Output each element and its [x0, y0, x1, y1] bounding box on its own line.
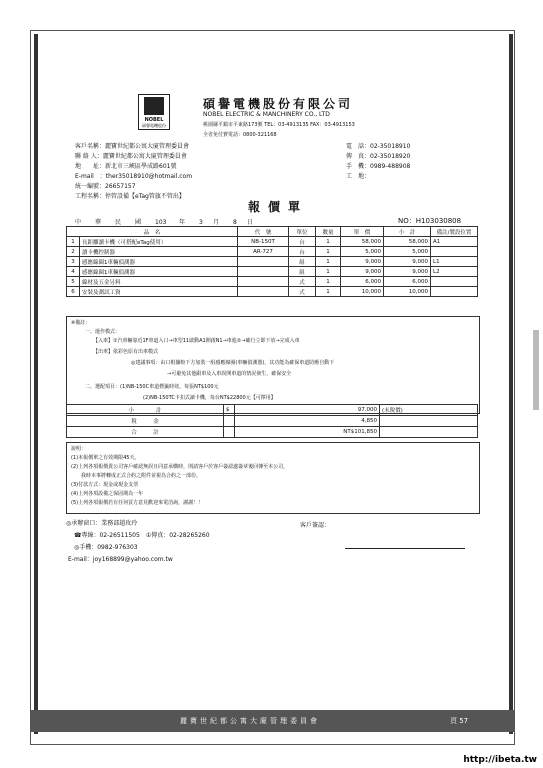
customer-fax: 傳 真：02-35018920 — [346, 153, 411, 160]
table-row: 5 線材及五金另料 式 1 6,000 6,000 — [67, 277, 478, 287]
table-row: 4 感應線圈1車輛偵測器 組 1 9,000 9,000 L2 — [67, 267, 478, 277]
sales-tel-fax: ☎專線：02-26511505 ①傳真：02-28265260 — [74, 532, 210, 539]
company-english-name: NOBEL ELECTRIC & MANCHINERY CO., LTD — [203, 111, 330, 118]
remark-payment: (3)付款方式：現金或現金支票 — [71, 482, 139, 488]
table-row: 3 感應線圈1車輛偵測器 組 1 9,000 9,000 L1 — [67, 257, 478, 267]
page-number: 頁 57 — [450, 717, 469, 725]
notes-options-1: 二、選配項目：(1)NB-150C車道標籤時效，每張NT$100元 — [85, 384, 219, 390]
customer-mobile: 手 機：0989-488908 — [346, 163, 411, 170]
customer-email: E-mail ：ther35018910@hotmail.com — [75, 173, 193, 180]
sales-contact — [66, 518, 210, 566]
customer-contact: 聯 絡 人：麗寶世紀都公寓大廈管理委員會 — [75, 153, 187, 160]
total-row: 合 計 NT$101,850 — [67, 427, 478, 438]
notes-label: ※備註： — [71, 320, 91, 326]
remarks-section — [66, 442, 480, 514]
project-name: 工程名稱：停管設備【eTag管旗不管出】 — [75, 193, 185, 200]
table-row: 1 長距離讀卡機（可搭配eTag使用） NB-150T 台 1 58,000 58,000 A1 — [67, 237, 478, 247]
company-address: 桃園縣平鎮市平東路173號 TEL：03-4913135 FAX：03-4913153 — [203, 122, 355, 128]
customer-tax-id: 統一編號：26657157 — [75, 183, 136, 190]
customer-name: 客戶名稱：麗寶世紀都公寓大廈管理委員會 — [75, 143, 190, 150]
totals-table — [66, 404, 478, 438]
tax-row: 稅 金 4,850 — [67, 416, 478, 427]
logo-n-icon — [144, 97, 164, 115]
notes-entry-flow: 【入車】①汽車輛靠近1F車道入口→車型11啟動A1開啟N1→車進②→確行立即下放→完成入車 — [93, 338, 300, 344]
remark-confirmation: (2)上列各項報價貴公司客戶確認無誤且同意承購時，則請客戶於客戶簽認處簽章後回傳至本公司， — [71, 464, 289, 470]
notes-operation-heading: 一、運作模式： — [85, 329, 121, 335]
watermark: http://ibeta.tw — [463, 755, 537, 765]
customer-address: 地 址：新北市三峽區學成路601號 — [75, 163, 177, 170]
customer-site: 工 地： — [346, 173, 371, 180]
footer-title: 麗寶世紀都公寓大廈管理委員會 — [180, 717, 320, 725]
notes-suggestion-result: →可避免其他跟車及入車誤開車道的情況發生，確保安全 — [167, 371, 292, 377]
remark-validity: (1)本報價單之有效期限45天。 — [71, 455, 140, 461]
customer-tel: 電 話：02-35018910 — [346, 143, 411, 150]
remarks-label: 說明： — [71, 446, 87, 452]
quote-title: 報價單 — [248, 200, 309, 214]
scan-edge-mark — [533, 330, 539, 410]
remark-inquiry: (5)上列各項報價若有任何買方意見歡迎來電洽詢，謝謝！！ — [71, 500, 204, 506]
company-hotline: 全省免付費電話：0800-321168 — [203, 132, 277, 138]
binding-bar-right — [509, 34, 513, 734]
notes-section — [66, 316, 480, 414]
logo-brand: NOBEL — [144, 117, 164, 123]
sales-mobile: ◎手機：0982-976303 — [74, 544, 138, 551]
company-logo — [138, 94, 170, 130]
remark-contract: 我時本事將轉成正式合約之附件並視為合約之一部份。 — [81, 473, 202, 479]
company-name: 碩譽電機股份有限公司 — [203, 97, 354, 111]
binding-bar-left — [34, 34, 38, 734]
sales-email: E-mail：joy168899@yahoo.com.tw — [68, 556, 173, 563]
notes-options-2: (2)NB-150TC卡扣式讀卡機，每台NT$22800元【可擇用】 — [143, 395, 276, 401]
quote-number: NO：H103030808 — [398, 217, 462, 225]
notes-suggestion: ◎建議事項：由口根據較下方加裝一組感應線圈(車輛偵測器)，其功能為確保車道防壓自動下 — [131, 360, 335, 366]
table-header-row: 品 名 代 號 單位 數量 單 價 小 計 備註/製設位置 — [67, 227, 478, 237]
remark-warranty: (4)上列各項設備之保固期為一年 — [71, 491, 144, 497]
notes-exit-flow: 【出車】依彩色原有出車模式 — [93, 349, 159, 355]
customer-signature-label: 客戶簽認： — [300, 522, 331, 529]
table-row: 2 讀卡機控制器 AR-727 台 1 5,000 5,000 — [67, 247, 478, 257]
table-row: 6 安裝及測試工資 式 1 10,000 10,000 — [67, 287, 478, 297]
footer-bar — [30, 710, 515, 732]
quote-date: 中 華 民 國 103 年 3 月 8 日 — [75, 219, 254, 226]
sales-rep: ◎承辦窗口：業務部趙玫玲 — [66, 520, 138, 527]
items-table — [66, 226, 478, 297]
subtotal-row: 小 計 $ 97,000 (未稅價) — [67, 405, 478, 416]
signature-line — [345, 548, 465, 549]
logo-cn: 碩譽電機股份 — [142, 123, 166, 128]
